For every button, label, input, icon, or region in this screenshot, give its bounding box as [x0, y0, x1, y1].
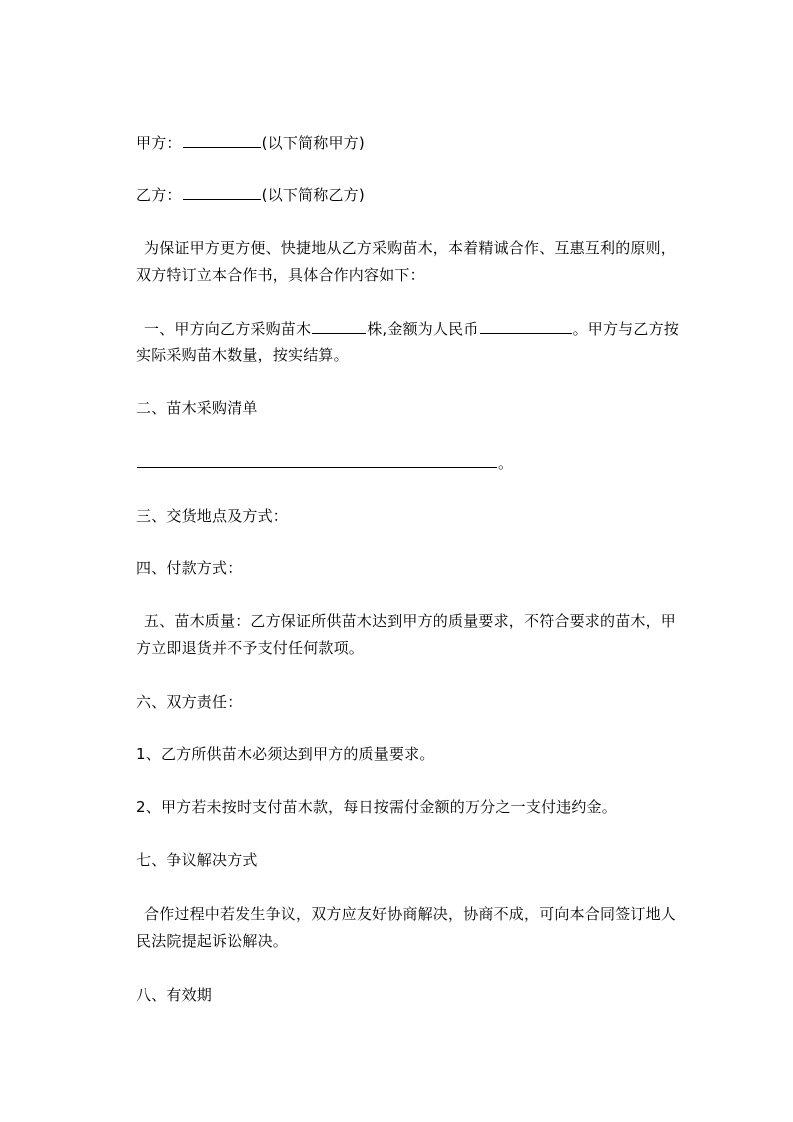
party-b-suffix: (以下简称乙方): [261, 186, 365, 204]
section-5-line-2: 方立即退货并不予支付任何款项。: [136, 639, 365, 657]
section-6-heading: 六、双方责任：: [136, 693, 243, 711]
section-2-heading: 二、苗木采购清单: [136, 399, 258, 417]
party-a-blank: [183, 132, 261, 148]
preamble-line-1: 为保证甲方更方便、快捷地从乙方采购苗木，本着精诚合作、互惠互利的原则，: [144, 239, 677, 257]
section-3-heading: 三、交货地点及方式：: [136, 507, 289, 525]
party-b-label: 乙方：: [136, 186, 182, 204]
section-1-paragraph: [136, 318, 702, 372]
section-1-line-1: [136, 318, 702, 345]
section-5-line-1: 五、苗木质量：乙方保证所供苗木达到甲方的质量要求，不符合要求的苗木，甲: [144, 612, 677, 630]
section-7-line-2: 民法院提起诉讼解决。: [136, 932, 289, 950]
section-4-heading: 四、付款方式：: [136, 559, 243, 577]
section-7-heading: 七、争议解决方式: [136, 851, 258, 869]
planting-list-line: [136, 452, 513, 473]
section-7-paragraph: [136, 904, 702, 958]
party-a-label: 甲方：: [136, 134, 182, 152]
party-b-blank: [183, 184, 261, 200]
party-a-suffix: (以下简称甲方): [261, 134, 365, 152]
section-1-part-3: 。甲方与乙方按: [572, 320, 679, 338]
section-1-line-2: 实际采购苗木数量，按实结算。: [136, 346, 349, 364]
planting-list-tail: 。: [498, 454, 514, 472]
section-6-item-1: 1、乙方所供苗木必须达到甲方的质量要求。: [136, 745, 435, 763]
section-5-paragraph: [136, 611, 702, 665]
section-8-heading: 八、有效期: [136, 986, 213, 1004]
quantity-blank: [312, 318, 366, 334]
section-6-item-2: 2、甲方若未按时支付苗木款，每日按需付金额的万分之一支付违约金。: [136, 798, 617, 816]
planting-list-blank: [137, 452, 497, 468]
section-7-line-1: 合作过程中若发生争议，双方应友好协商解决，协商不成，可向本合同签订地人: [144, 905, 677, 923]
party-b-line: [136, 184, 365, 205]
amount-blank: [480, 318, 572, 334]
section-1-part-1: 一、甲方向乙方采购苗木: [144, 320, 312, 338]
section-1-part-2: 株,金额为人民币: [367, 320, 479, 338]
preamble-line-2: 双方特订立本合作书，具体合作内容如下：: [136, 266, 425, 284]
preamble-paragraph: [136, 238, 702, 292]
party-a-line: [136, 132, 365, 153]
